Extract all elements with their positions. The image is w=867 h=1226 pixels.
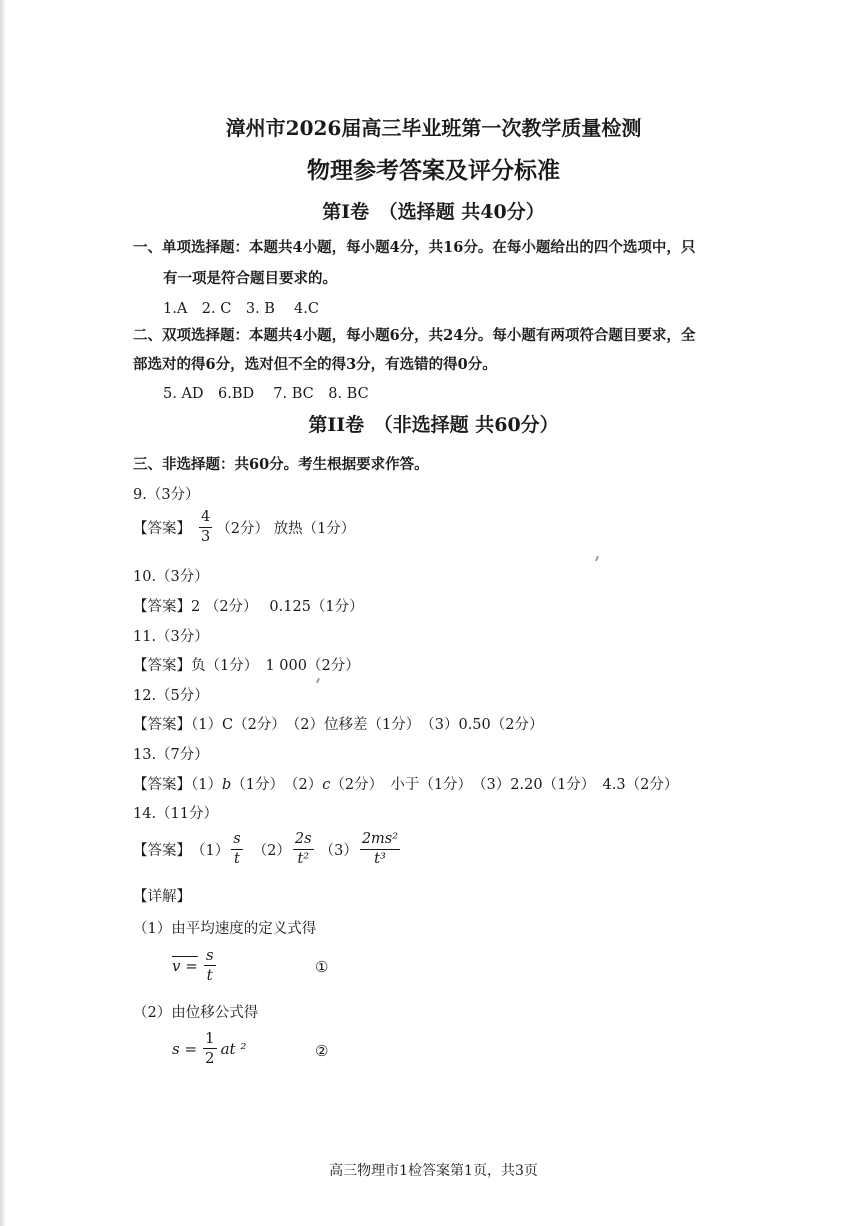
document-title: 漳州市2026届高三毕业班第一次教学质量检测 — [225, 116, 642, 140]
answer-tag: 【答案】 — [133, 717, 191, 733]
page-footer: 高三物理市1检答案第1页，共3页 — [329, 1163, 538, 1179]
q9-fraction — [199, 510, 212, 544]
q14-equation2 — [172, 1031, 246, 1066]
section1-line2: 有一项是符合题目要求的。 — [163, 270, 337, 287]
q14-part3-prefix: （3） — [319, 842, 358, 859]
q9-label: 9.（3分） — [133, 487, 200, 503]
q14-eq2-lhs: s = — [172, 1039, 198, 1058]
q14-step2: （2）由位移公式得 — [133, 1005, 259, 1021]
q14-label: 14.（11分） — [133, 806, 219, 822]
answer-tag: 【答案】 — [133, 777, 191, 793]
q14-frac3 — [360, 832, 400, 866]
q12-label: 12.（5分） — [133, 688, 209, 704]
q14-frac2 — [293, 832, 314, 866]
q14-equation1 — [172, 948, 216, 983]
q13-answer — [133, 773, 678, 794]
q14-eq2-num: 1 — [205, 1029, 215, 1047]
q10-answer-text: 2 （2分） 0.125（1分） — [191, 599, 364, 615]
document-subtitle: 物理参考答案及评分标准 — [307, 157, 560, 184]
q13-part2-var: c — [322, 777, 331, 793]
q14-eq1-num: s — [205, 946, 214, 964]
scan-speck — [316, 678, 320, 683]
q14-eq2-frac — [203, 1031, 217, 1066]
answer-tag: 【答案】 — [133, 658, 191, 674]
q11-answer — [133, 654, 360, 675]
answer-tag: 【答案】 — [133, 520, 191, 537]
q10-label: 10.（3分） — [133, 569, 209, 585]
q14-eq1-lhs: v = — [172, 956, 198, 975]
section3-line1: 三、非选择题：共60分。考生根据要求作答。 — [133, 456, 429, 473]
part2-title: 第II卷 （非选择题 共60分） — [308, 414, 559, 436]
section2-line1: 二、双项选择题：本题共4小题，每小题6分，共24分。每小题有两项符合题目要求，全 — [133, 327, 696, 344]
section1-line1: 一、单项选择题：本题共4小题，每小题4分，共16分。在每小题给出的四个选项中，只 — [133, 239, 696, 256]
q9-frac-num: 4 — [199, 510, 212, 528]
section2-line2: 部选对的得6分，选对但不全的得3分，有选错的得0分。 — [133, 356, 497, 373]
q12-answer-text: （1）C（2分） （2）位移差（1分） （3）0.50（2分） — [191, 717, 544, 733]
section1-answers: 1.A 2. C 3. B 4.C — [163, 301, 319, 317]
section2-answers: 5. AD 6.BD 7. BC 8. BC — [163, 386, 369, 402]
q14-part2-prefix: （2） — [252, 842, 291, 859]
q14-explain-tag: 【详解】 — [133, 889, 191, 905]
q11-answer-text: 负（1分） 1 000（2分） — [191, 658, 360, 674]
q14-eq2-rhs: at ² — [220, 1039, 247, 1058]
q13-part1-var: b — [221, 777, 232, 793]
q13-part2-suffix: （2分） 小于（1分） （3）2.20（1分） 4.3（2分） — [330, 777, 679, 793]
q9-rest: （2分） 放热（1分） — [216, 520, 356, 537]
q12-answer — [133, 713, 543, 734]
q11-label: 11.（3分） — [133, 629, 209, 645]
q9-frac-den: 3 — [201, 528, 211, 545]
q9-answer — [133, 510, 355, 544]
q14-eq1-den: t — [206, 966, 213, 984]
q14-eq1-frac — [204, 948, 216, 983]
q14-frac1-den: t — [234, 850, 240, 867]
q14-part1-prefix: （1） — [191, 842, 230, 859]
q14-eq2-mark: ② — [315, 1042, 329, 1060]
scan-speck — [595, 556, 599, 561]
q14-frac3-num: 2ms² — [360, 832, 400, 850]
q13-label: 13.（7分） — [133, 747, 209, 763]
answer-tag: 【答案】 — [133, 842, 191, 859]
q10-answer — [133, 595, 364, 616]
q14-frac2-den: t² — [297, 850, 310, 867]
q13-part1-prefix: （1） — [191, 777, 222, 793]
q14-eq2-den: 2 — [205, 1049, 215, 1067]
part1-title: 第I卷 （选择题 共40分） — [322, 201, 545, 223]
q14-frac1 — [231, 832, 242, 866]
answer-tag: 【答案】 — [133, 599, 191, 615]
q14-answer — [133, 832, 400, 866]
q14-step1: （1）由平均速度的定义式得 — [133, 921, 317, 937]
q14-frac1-num: s — [231, 832, 242, 850]
q14-frac2-num: 2s — [293, 832, 314, 850]
q14-eq1-mark: ① — [315, 958, 329, 976]
q14-frac3-den: t³ — [374, 850, 386, 867]
q13-part1-suffix: （1分） （2） — [231, 777, 323, 793]
